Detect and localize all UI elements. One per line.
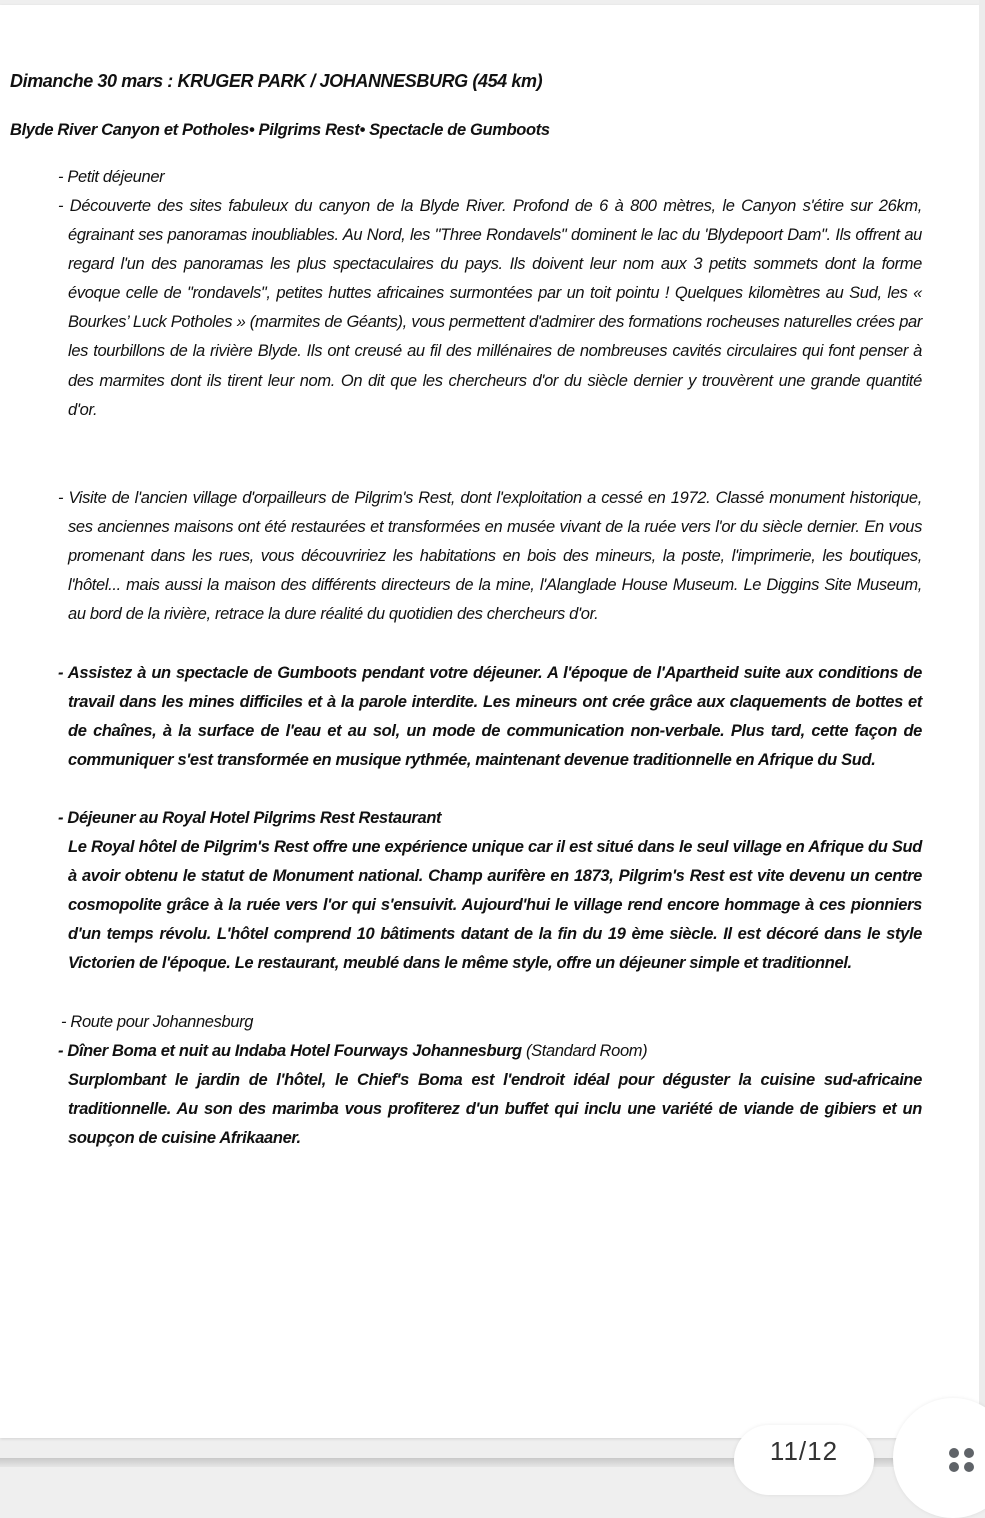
page-indicator[interactable] xyxy=(734,1425,874,1495)
room-type-note: (Standard Room) xyxy=(526,1042,648,1060)
itinerary-item-breakfast xyxy=(58,163,922,192)
itinerary-item-blyde-canyon xyxy=(58,192,922,425)
scrollbar-track[interactable] xyxy=(979,0,985,1467)
item-text: - Route pour Johannesburg xyxy=(61,1013,254,1031)
itinerary-item-pilgrims-rest-visit xyxy=(58,484,922,629)
item-heading-line xyxy=(58,1037,922,1066)
item-text: - Découverte des sites fabuleux du canyon de la Blyde River. Profond de 6 à 800 mètres, le Canyon s'étire sur 26km, égrainant ses panoramas inoubliables. Au Nord, les "Three Rondavels" dominent le lac du 'Blydepoort Dam". Ils offrent au regard l'un des panoramas les plus spectaculaires du pays. Ils doivent leur nom aux 3 petits sommets dont la forme évoque celle de "rondavels", petites huttes africaines surmontées par un toit pointu ! Quelques kilomètres au Sud, les « Bourkes’ Luck Potholes » (marmites de Géants), vous permettent d'admirer des formations rocheuses naturelles crées par les tourbillons de la rivière Blyde. Ils ont creusé au fil des millénaires de nombreuses cavités circulaires qui font penser à des marmites dont ils tirent leur nom. On dit que les chercheurs d'or du siècle dernier y trouvèrent une grande quantité d'or. xyxy=(58,197,922,419)
item-text: - Visite de l'ancien village d'orpailleurs de Pilgrim's Rest, dont l'exploitation a cessé en 1972. Classé monument historique, ses anciennes maisons ont été restaurées et transformées en musée vivant de la ruée vers l'or du siècle dernier. En vous promenant dans les rues, vous découvririez les habitations en bois des mineurs, la poste, l'imprimerie, les boutiques, l'hôtel... mais aussi la maison des différents directeurs de la mine, l'Alanglade House Museum. Le Diggins Site Museum, au bord de la rivière, retrace la dure réalité du quotidien des chercheurs d'or. xyxy=(58,489,922,624)
item-heading: - Déjeuner au Royal Hotel Pilgrims Rest Restaurant xyxy=(58,809,442,827)
item-text: Surplombant le jardin de l'hôtel, le Chief's Boma est l'endroit idéal pour déguster la cuisine sud-africaine traditionnelle. Au son des marimba vous profiterez d'un buffet qui inclu une variété de viande de gibiers et un soupçon de cuisine Afrikaaner. xyxy=(68,1071,922,1148)
itinerary-item-royal-hotel-lunch xyxy=(58,804,922,979)
day-subtitle: Blyde River Canyon et Potholes• Pilgrims Rest• Spectacle de Gumboots xyxy=(10,121,550,139)
item-text: Le Royal hôtel de Pilgrim's Rest offre une expérience unique car il est situé dans le seul village en Afrique du Sud à avoir obtenu le statut de Monument national. Champ aurifère en 1873, Pilgrim's Rest est vite devenu un centre cosmopolite grâce à la ruée vers l'or qui s'ensuivit. Aujourd'hui le village rend encore hommage à ces pionniers d'un temps révolu. L'hôtel comprend 10 bâtiments datant de la fin du 19 ème siècle. Il est décoré dans le style Victorien de l'époque. Le restaurant, meublé dans le même style, offre un déjeuner simple et traditionnel. xyxy=(68,838,922,973)
document-page xyxy=(0,5,979,1438)
itinerary-item-route xyxy=(61,1008,925,1037)
itinerary-item-boma-dinner xyxy=(58,1037,922,1153)
itinerary-item-gumboots-show xyxy=(58,659,922,775)
item-heading: - Dîner Boma et nuit au Indaba Hotel Fourways Johannesburg xyxy=(58,1042,522,1060)
item-text: - Petit déjeuner xyxy=(58,168,165,186)
page-number-text: 11/12 xyxy=(769,1436,839,1466)
day-title: Dimanche 30 mars : KRUGER PARK / JOHANNESBURG (454 km) xyxy=(10,71,543,91)
item-text: - Assistez à un spectacle de Gumboots pendant votre déjeuner. A l'époque de l'Apartheid suite aux conditions de travail dans les mines difficiles et à la parole interdite. Les mineurs ont crée grâce aux claquements de bottes et de chaînes, à la surface de l'eau et au sol, un mode de communication non-verbale. Plus tard, cette façon de communiquer s'est transformée en musique rythmée, maintenant devenue traditionnelle en Afrique du Sud. xyxy=(58,664,922,770)
